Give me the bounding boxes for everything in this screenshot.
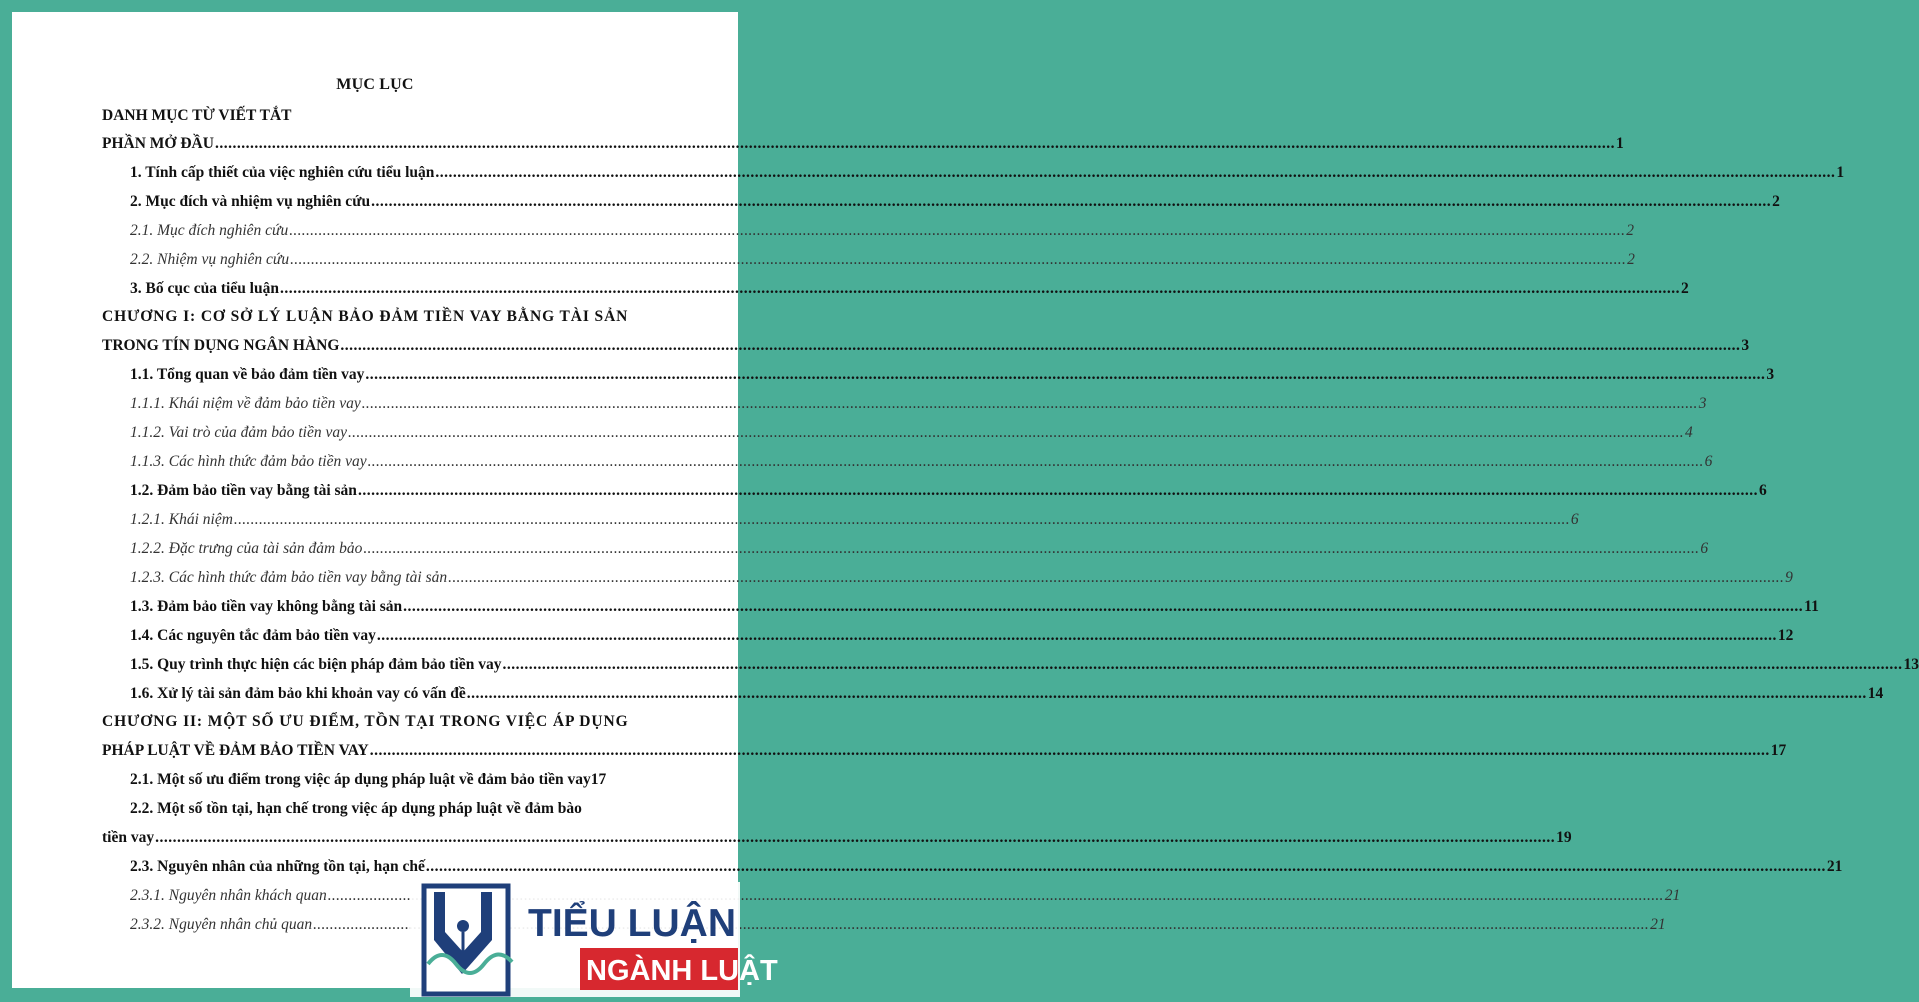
toc-entry[interactable]: tiền vay ..... 19 [102, 829, 682, 847]
logo-text-bottom: NGÀNH LUẬT [586, 955, 778, 987]
toc-entry[interactable]: TRONG TÍN DỤNG NGÂN HÀNG ..... 3 [102, 337, 682, 355]
toc-entry[interactable]: 1.1. Tổng quan về bảo đảm tiền vay ..... 3 [130, 366, 682, 384]
toc-entry[interactable]: 1.2.3. Các hình thức đảm bảo tiền vay bằng tài sản ..... 9 [130, 569, 682, 587]
toc-entry[interactable]: 3. Bố cục của tiểu luận ..... 2 [130, 280, 682, 298]
pen-nib-icon [424, 886, 512, 994]
toc-entry[interactable]: 1.5. Quy trình thực hiện các biện pháp đảm bảo tiền vay ..... 13 [130, 656, 682, 674]
toc-title: MỤC LỤC [336, 76, 414, 93]
logo-graphic [410, 882, 778, 997]
toc-entry-line1: 2.2. Một số tồn tại, hạn chế trong việc áp dụng pháp luật về đảm bào [130, 800, 582, 817]
toc-entry[interactable]: 1.3. Đảm bảo tiền vay không bằng tài sản ..... 11 [130, 598, 682, 616]
abbrev-heading: DANH MỤC TỪ VIẾT TẮT [102, 107, 292, 124]
toc-entry[interactable]: 2.3. Nguyên nhân của những tồn tại, hạn chế ..... 21 [130, 858, 682, 876]
toc-entry[interactable]: 1.2.1. Khái niệm ..... 6 [130, 511, 682, 529]
toc-entry[interactable]: PHẦN MỞ ĐẦU ..... 1 [102, 135, 682, 153]
toc-entry[interactable]: 1.2. Đảm bảo tiền vay bằng tài sản ..... 6 [130, 482, 682, 500]
toc-entry[interactable]: 2.3.1. Nguyên nhân khách quan ..... 21 [130, 887, 682, 905]
toc-entry[interactable]: 2.1. Mục đích nghiên cứu ..... 2 [130, 222, 682, 240]
logo-text-top: TIỂU LUẬN [528, 902, 736, 945]
chapter-2-heading: CHƯƠNG II: MỘT SỐ ƯU ĐIỂM, TỒN TẠI TRONG VIỆC ÁP DỤNG [102, 713, 629, 730]
toc-entry[interactable]: 1.1.2. Vai trò của đảm bảo tiền vay ..... 4 [130, 424, 682, 442]
toc-entry[interactable]: 1. Tính cấp thiết của việc nghiên cứu tiểu luận ..... 1 [130, 164, 682, 182]
document-page [12, 12, 1919, 988]
tieu-luan-logo [410, 882, 778, 997]
toc-entry[interactable]: 2. Mục đích và nhiệm vụ nghiên cứu ..... 2 [130, 193, 682, 211]
toc-entry[interactable]: 1.2.2. Đặc trưng của tài sản đảm bảo ..... 6 [130, 540, 682, 558]
toc-entry[interactable]: 1.1.1. Khái niệm về đảm bảo tiền vay ..... 3 [130, 395, 682, 413]
toc-entry[interactable]: 1.1.3. Các hình thức đảm bảo tiền vay ..... 6 [130, 453, 682, 471]
toc-entry[interactable]: 2.3.2. Nguyên nhân chủ quan ..... 21 [130, 916, 682, 934]
toc-entry[interactable]: 1.4. Các nguyên tắc đảm bảo tiền vay ..... 12 [130, 627, 682, 645]
toc-entry[interactable]: 2.1. Một số ưu điểm trong việc áp dụng pháp luật về đảm bảo tiền vay 17 [130, 771, 607, 788]
chapter-1-heading: CHƯƠNG I: CƠ SỞ LÝ LUẬN BẢO ĐẢM TIỀN VAY BẰNG TÀI SẢN [102, 308, 629, 325]
toc-entry[interactable]: 1.6. Xử lý tài sản đảm bảo khi khoản vay có vấn đề ..... 14 [130, 685, 682, 703]
toc-entry[interactable]: 2.2. Nhiệm vụ nghiên cứu ..... 2 [130, 251, 682, 269]
toc-entry[interactable]: PHÁP LUẬT VỀ ĐẢM BẢO TIỀN VAY ..... 17 [102, 742, 682, 760]
